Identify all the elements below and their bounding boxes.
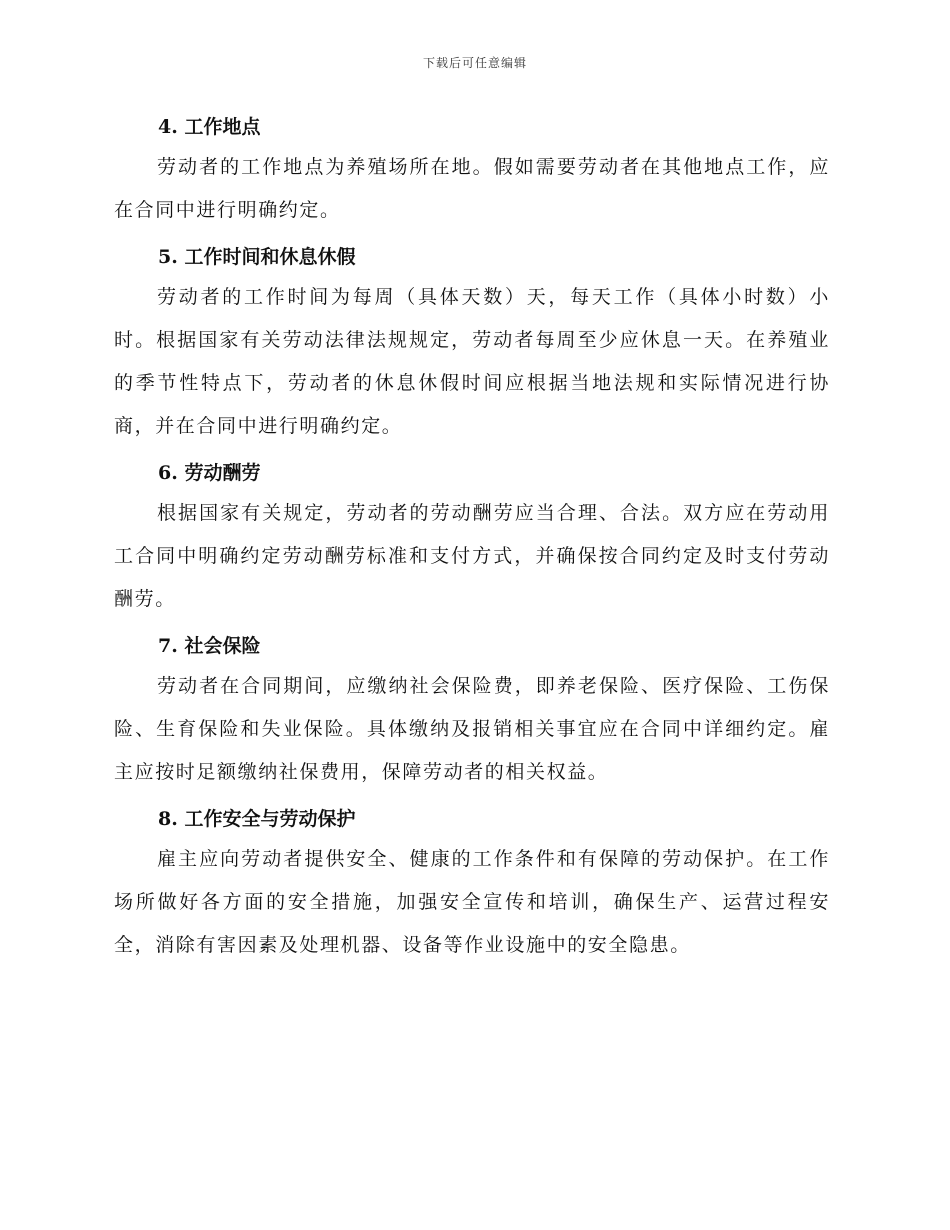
section-working-hours [114,238,830,448]
section-title: 8. 工作安全与劳动保护 [158,808,356,830]
section-work-location [114,108,830,232]
section-work-safety [114,800,830,967]
section-paragraph: 劳动者在合同期间，应缴纳社会保险费，即养老保险、医疗保险、工伤保险、生育保险和失业保险。具体缴纳及报销相关事宜应在合同中详细约定。雇主应按时足额缴纳社保费用，保障劳动者的相关权益。 [114,675,830,783]
section-remuneration [114,454,830,621]
section-social-insurance [114,627,830,794]
document-body [114,108,830,973]
section-paragraph: 根据国家有关规定，劳动者的劳动酬劳应当合理、合法。双方应在劳动用工合同中明确约定劳动酬劳标准和支付方式，并确保按合同约定及时支付劳动酬劳。 [114,502,830,610]
section-paragraph: 雇主应向劳动者提供安全、健康的工作条件和有保障的劳动保护。在工作场所做好各方面的安全措施，加强安全宣传和培训，确保生产、运营过程安全，消除有害因素及处理机器、设备等作业设施中的安全隐患。 [114,848,830,956]
section-title: 4. 工作地点 [158,116,261,138]
section-paragraph: 劳动者的工作地点为养殖场所在地。假如需要劳动者在其他地点工作，应在合同中进行明确约定。 [114,156,830,221]
section-title: 6. 劳动酬劳 [158,462,261,484]
section-paragraph: 劳动者的工作时间为每周（具体天数）天，每天工作（具体小时数）小时。根据国家有关劳动法律法规规定，劳动者每周至少应休息一天。在养殖业的季节性特点下，劳动者的休息休假时间应根据当地法规和实际情况进行协商，并在合同中进行明确约定。 [114,286,830,437]
section-title: 5. 工作时间和休息休假 [158,246,356,268]
section-title: 7. 社会保险 [158,635,261,657]
page-header: 下载后可任意编辑 [422,56,527,70]
